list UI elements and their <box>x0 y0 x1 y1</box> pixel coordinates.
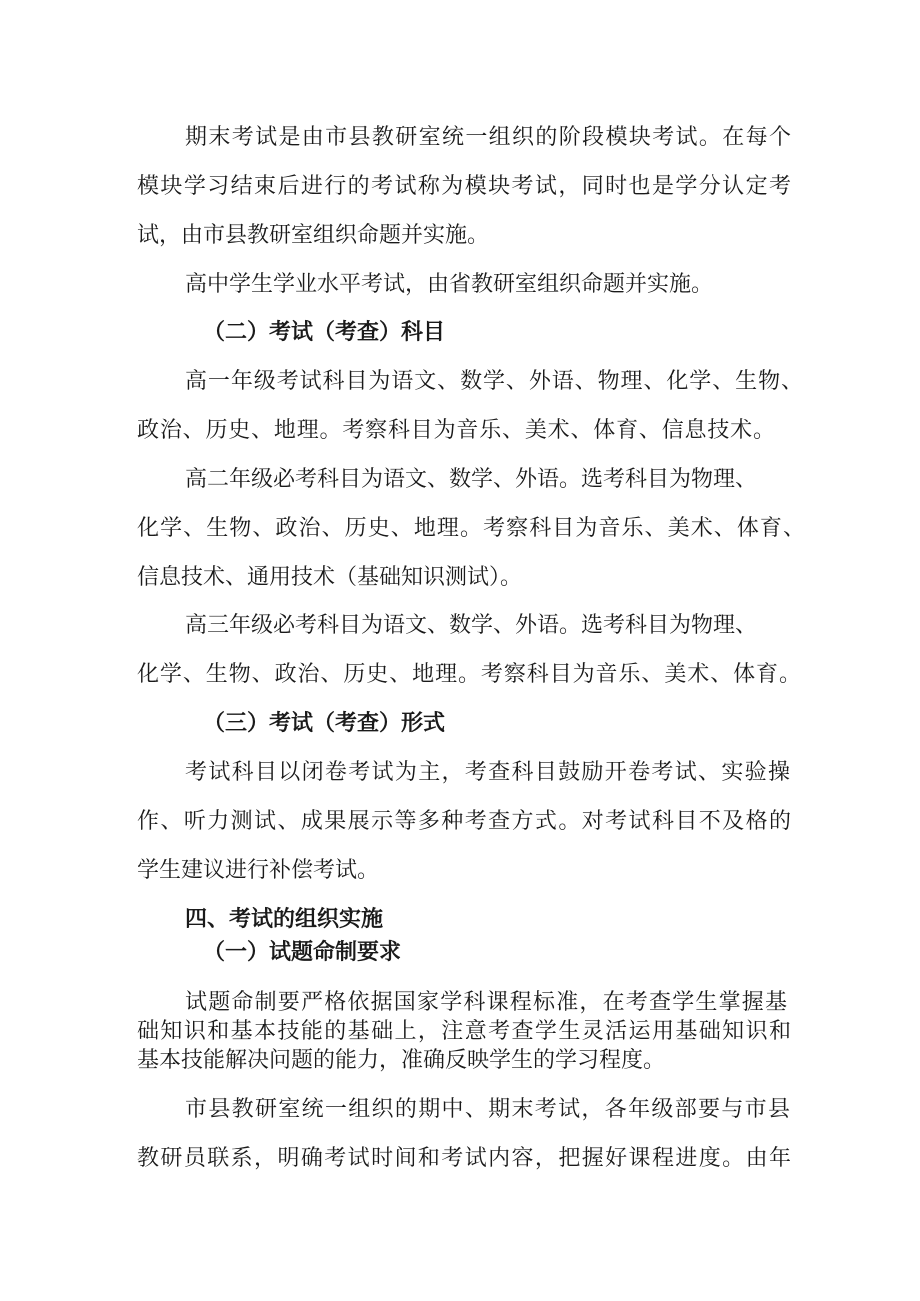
paragraph-line: 市县教研室统一组织的期中、期末考试，各年级部要与市县 <box>185 1097 790 1122</box>
section-heading: （一）试题命制要求 <box>203 940 402 965</box>
paragraph-line: 学生建议进行补偿考试。 <box>137 858 380 883</box>
paragraph-line: 模块学习结束后进行的考试称为模块考试，同时也是学分认定考 <box>137 174 791 199</box>
section-heading: （三）考试（考查）形式 <box>203 711 446 736</box>
paragraph-line: 期末考试是由市县教研室统一组织的阶段模块考试。在每个 <box>185 125 791 150</box>
paragraph-line: 高一年级考试科目为语文、数学、外语、物理、化学、生物、 <box>185 369 803 394</box>
paragraph-line: 作、听力测试、成果展示等多种考查方式。对考试科目不及格的 <box>137 809 791 834</box>
paragraph-line: 试，由市县教研室组织命题并实施。 <box>137 223 490 248</box>
paragraph-line: 础知识和基本技能的基础上，注意考查学生灵活运用基础知识和 <box>137 1019 791 1044</box>
paragraph-line: 考试科目以闭卷考试为主，考查科目鼓励开卷考试、实验操 <box>185 760 790 785</box>
paragraph-line: 化学、生物、政治、历史、地理。考察科目为音乐、美术、体育。 <box>137 662 801 687</box>
section-heading: （二）考试（考查）科目 <box>203 320 446 345</box>
chapter-heading: 四、考试的组织实施 <box>185 907 384 932</box>
paragraph-line: 高二年级必考科目为语文、数学、外语。选考科目为物理、 <box>185 467 758 492</box>
paragraph-line: 试题命制要严格依据国家学科课程标准，在考查学生掌握基 <box>185 990 787 1015</box>
paragraph-line: 高中学生学业水平考试，由省教研室组织命题并实施。 <box>185 272 714 297</box>
paragraph-line: 化学、生物、政治、历史、地理。考察科目为音乐、美术、体育、 <box>137 516 805 541</box>
paragraph-line: 高三年级必考科目为语文、数学、外语。选考科目为物理、 <box>185 613 758 638</box>
paragraph-line: 信息技术、通用技术（基础知识测试）。 <box>137 565 523 590</box>
paragraph-line: 政治、历史、地理。考察科目为音乐、美术、体育、信息技术。 <box>137 418 775 443</box>
paragraph-line: 基本技能解决问题的能力，准确反映学生的学习程度。 <box>137 1048 666 1073</box>
paragraph-line: 教研员联系，明确考试时间和考试内容，把握好课程进度。由年 <box>137 1146 791 1171</box>
